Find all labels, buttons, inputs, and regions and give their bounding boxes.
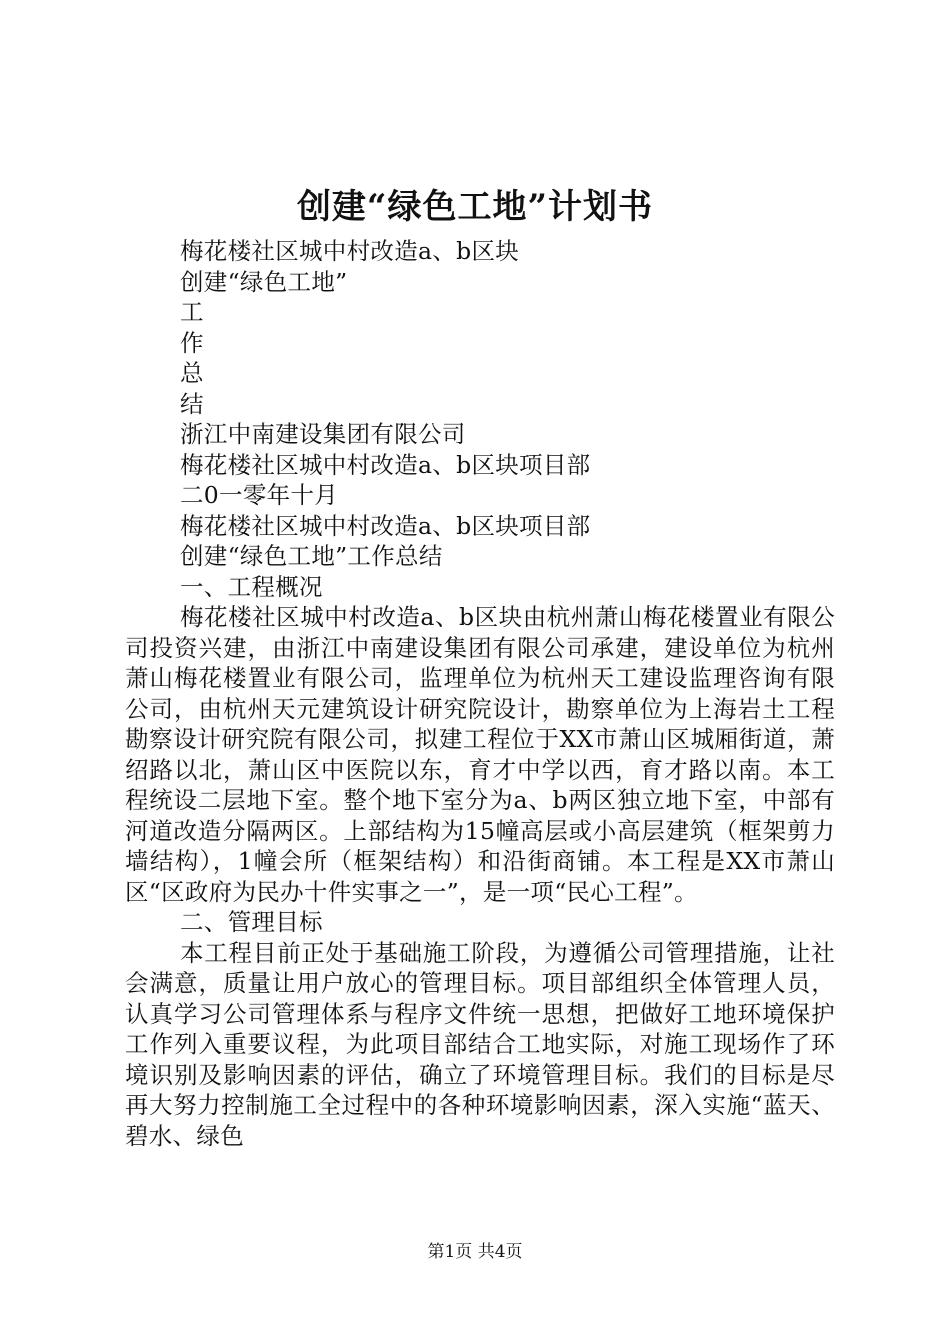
cover-line: 总 [180, 359, 204, 387]
company-name: 浙江中南建设集团有限公司 [180, 420, 466, 448]
cover-line: 工 [180, 298, 204, 326]
section-paragraph: 梅花楼社区城中村改造a、b区块由杭州萧山梅花楼置业有限公司投资兴建，由浙江中南建设集团有限公司承建，建设单位为杭州萧山梅花楼置业有限公司，监理单位为杭州天工建设监理咨询有限公司，由杭州天元建筑设计研究院设计，勘察单位为上海岩土工程勘察设计研究院有限公司，拟建工程位于XX市萧山区城厢街道，萧绍路以北，萧山区中医院以东，育才中学以西，育才路以南。本工程统设二层地下室。整个地下室分为a、b两区独立地下室，中部有河道改造分隔两区。上部结构为15幢高层或小高层建筑（框架剪力墙结构），1幢会所（框架结构）和沿街商铺。本工程是XX市萧山区“区政府为民办十件实事之一”，是一项“民心工程”。 [125, 603, 835, 906]
page-footer: 第1页 共4页 [427, 1242, 523, 1262]
project-department: 梅花楼社区城中村改造a、b区块项目部 [180, 511, 591, 540]
cover-line: 结 [180, 389, 204, 418]
document-subtitle: 创建“绿色工地”工作总结 [180, 542, 443, 570]
section-paragraph: 本工程目前正处于基础施工阶段，为遵循公司管理措施，让社会满意，质量让用户放心的管理目标。项目部组织全体管理人员，认真学习公司管理体系与程序文件统一思想，把做好工地环境保护工作列入重要议程，为此项目部结合工地实际，对施工现场作了环境识别及影响因素的评估，确立了环境管理目标。我们的目标是尽再大努力控制施工全过程中的各种环境影响因素，深入实施“蓝天、碧水、绿色 [125, 938, 835, 1150]
section-heading: 一、工程概况 [180, 572, 323, 601]
cover-line: 梅花楼社区城中村改造a、b区块 [180, 237, 520, 265]
document-date: 二0一零年十月 [180, 481, 339, 509]
document-title: 创建“绿色工地”计划书 [296, 187, 654, 227]
cover-line: 创建“绿色工地” [180, 267, 348, 296]
project-department: 梅花楼社区城中村改造a、b区块项目部 [180, 450, 591, 479]
cover-line: 作 [180, 328, 204, 357]
document-body [125, 236, 835, 1151]
section-heading: 二、管理目标 [180, 908, 323, 936]
